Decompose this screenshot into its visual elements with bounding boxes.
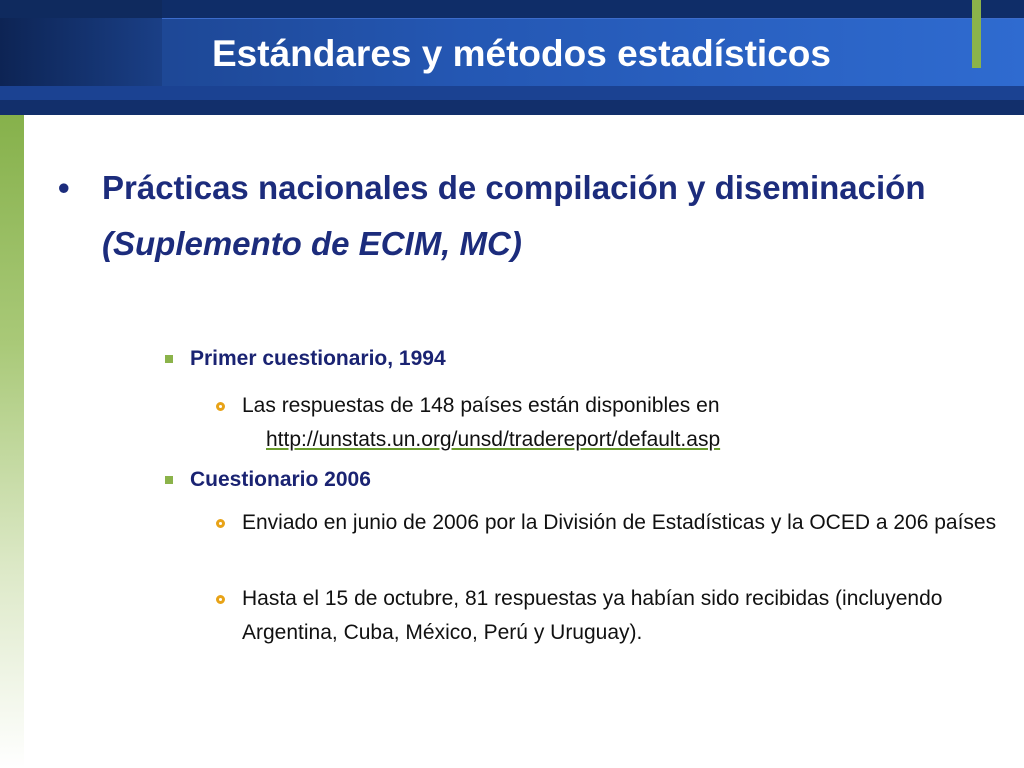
bullet-dot-icon: • (58, 169, 70, 206)
sub-item-label: Las respuestas de 148 países están disponibles en (242, 394, 720, 417)
page-title: Estándares y métodos estadísticos (212, 33, 831, 74)
sub-list-item-text: Enviado en junio de 2006 por la División de Estadísticas y la OCED a 206 países (242, 511, 997, 534)
list-item-label: Cuestionario 2006 (190, 468, 371, 491)
left-accent-bar (0, 115, 24, 768)
circle-bullet-icon (216, 519, 225, 528)
list-item-label: Primer cuestionario, 1994 (190, 347, 446, 370)
header-accent-bar (972, 0, 981, 68)
sub-list-item-text: Hasta el 15 de octubre, 81 respuestas ya habían sido recibidas (incluyendo Argentina, Cuba, México, Perú y Uruguay). (242, 587, 943, 644)
header-left-fade (0, 18, 162, 86)
circle-bullet-icon (216, 402, 225, 411)
circle-bullet-icon (216, 595, 225, 604)
square-bullet-icon (165, 355, 173, 363)
main-bullet-label: Prácticas nacionales de compilación y diseminación (102, 169, 926, 206)
tradereport-link[interactable]: http://unstats.un.org/unsd/tradereport/default.asp (266, 428, 721, 451)
square-bullet-icon (165, 476, 173, 484)
header-bottom-stripe (0, 86, 1024, 100)
header-bottom-divider (0, 100, 1024, 115)
main-bullet-text (102, 160, 932, 272)
sub-list-item-text (242, 389, 1002, 457)
main-bullet-italic: (Suplemento de ECIM, MC) (102, 225, 522, 262)
